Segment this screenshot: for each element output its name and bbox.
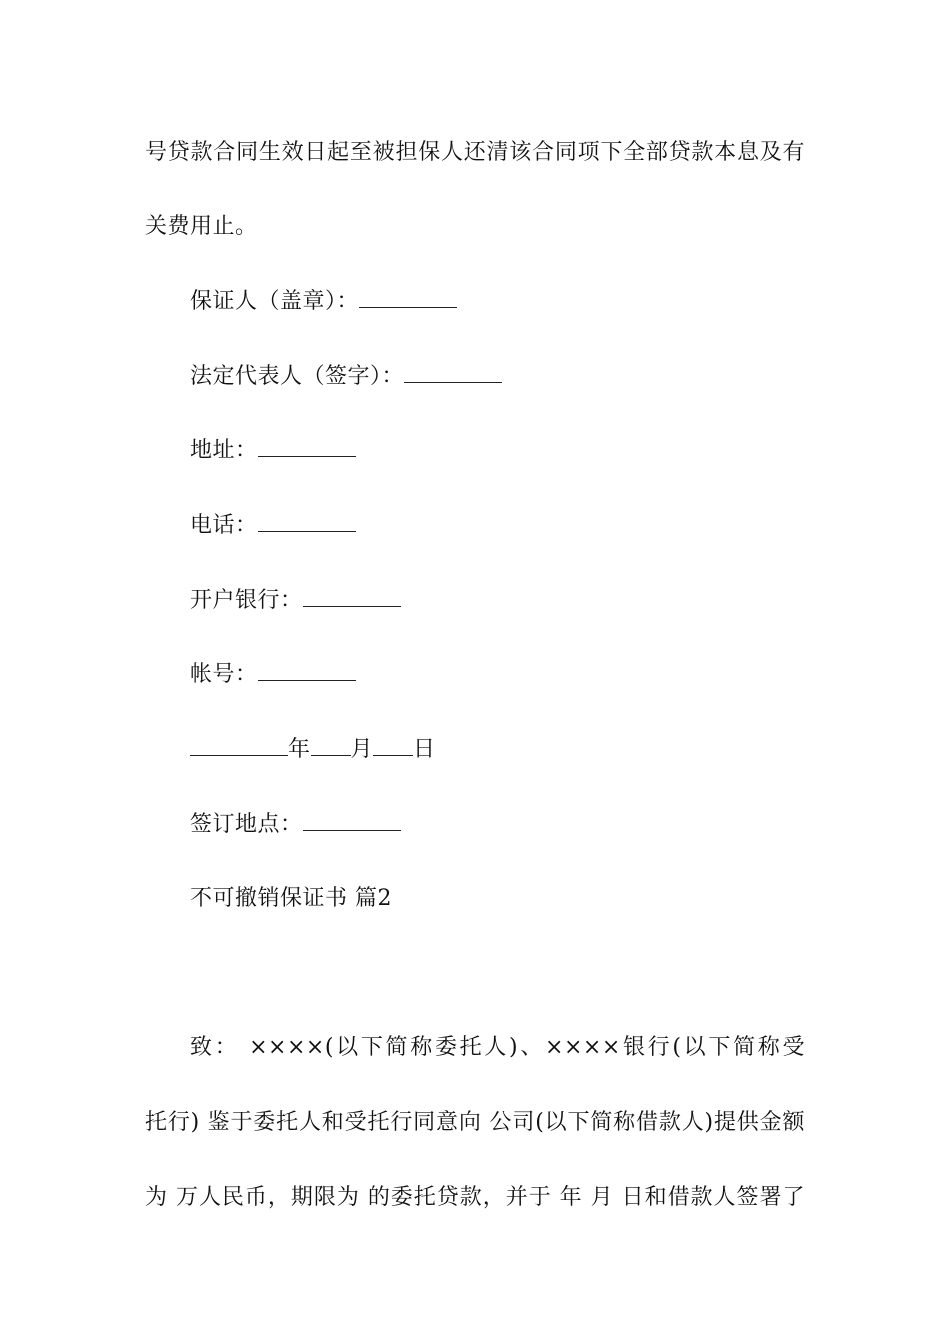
guarantor-label: 保证人（盖章）： xyxy=(190,289,360,314)
account-blank xyxy=(258,662,356,681)
legal-rep-label: 法定代表人（签字）： xyxy=(190,364,405,389)
phone-blank xyxy=(258,513,356,532)
sign-place-label: 签订地点： xyxy=(190,812,303,837)
section-title: 不可撤销保证书 篇2 xyxy=(190,886,392,911)
legal-rep-field xyxy=(190,362,502,392)
sign-place-blank xyxy=(303,812,401,831)
year-label: 年 xyxy=(288,737,311,762)
paragraph-line: 号贷款合同生效日起至被担保人还清该合同项下全部贷款本息及有 xyxy=(145,140,805,165)
phone-label: 电话： xyxy=(190,513,258,538)
address-field xyxy=(190,436,356,466)
bank-label: 开户银行： xyxy=(190,588,303,613)
day-label: 日 xyxy=(413,737,436,762)
paragraph-line: 为 万人民币，期限为 的委托贷款，并于 年 月 日和借款人签署了 xyxy=(145,1185,805,1210)
phone-field xyxy=(190,511,356,541)
month-label: 月 xyxy=(350,737,374,762)
address-label: 地址： xyxy=(190,438,258,463)
address-blank xyxy=(258,438,356,457)
bank-blank xyxy=(303,588,401,607)
account-field xyxy=(190,660,356,690)
sign-place-field xyxy=(190,810,401,840)
month-blank xyxy=(311,737,351,756)
paragraph-line: 关费用止。 xyxy=(145,214,258,239)
account-label: 帐号： xyxy=(190,662,258,687)
guarantor-blank xyxy=(359,289,457,308)
guarantor-field xyxy=(190,287,457,317)
date-field xyxy=(190,735,436,765)
year-blank xyxy=(190,737,288,756)
bank-field xyxy=(190,586,401,616)
day-blank xyxy=(373,737,413,756)
legal-rep-blank xyxy=(404,364,502,383)
paragraph-line: 致： ××××(以下简称委托人)、××××银行(以下简称受 xyxy=(190,1035,805,1060)
paragraph-line: 托行) 鉴于委托人和受托行同意向 公司(以下简称借款人)提供金额 xyxy=(145,1110,805,1135)
